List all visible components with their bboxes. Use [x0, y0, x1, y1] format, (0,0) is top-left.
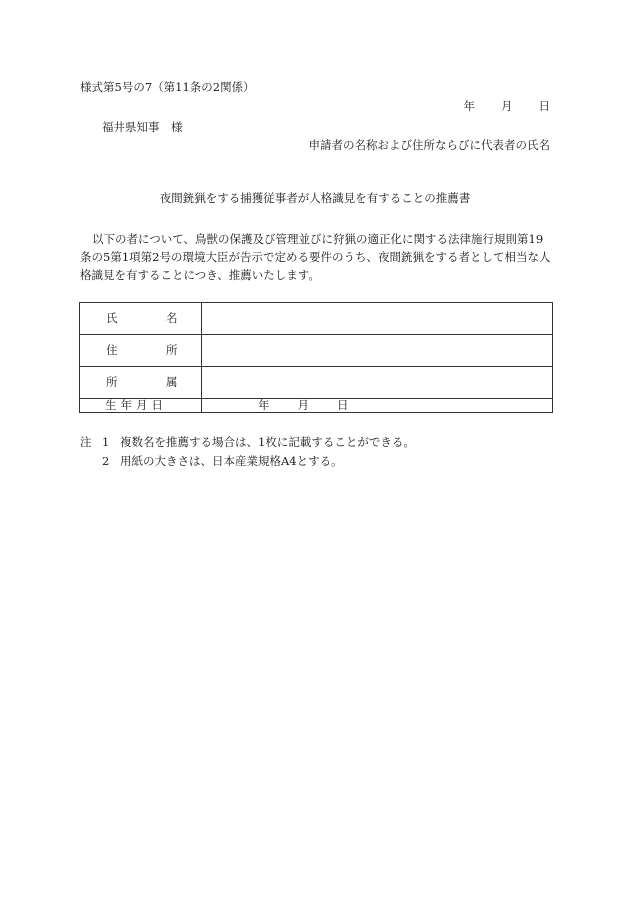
affiliation-label-left: 所 [106, 375, 118, 389]
date-month-label: 月 [501, 99, 513, 113]
birthdate-units [258, 398, 349, 413]
form-number: 様式第5号の7（第11条の2関係） [80, 80, 255, 94]
affiliation-label-cell [80, 367, 202, 399]
notes-heading: 注 [80, 435, 92, 449]
date-year-label: 年 [463, 99, 475, 113]
affiliation-label-right: 属 [166, 375, 178, 389]
list-item [80, 454, 550, 473]
recommendation-table [79, 302, 553, 413]
document-title: 夜間銃猟をする捕獲従事者が人格識見を有することの推薦書 [159, 191, 471, 205]
table-row [80, 399, 553, 413]
birthdate-field[interactable] [202, 399, 553, 413]
table-row [80, 303, 553, 335]
address-label-cell [80, 335, 202, 367]
body-paragraph: 以下の者について、鳥獣の保護及び管理並びに狩猟の適正化に関する法律施行規則第19条の5第1項第2号の環境大臣が告示で定める要件のうち、夜間銃猟をする者として相当な人格識見を有することにつき、推薦いたします。 [80, 232, 551, 282]
birth-day-label: 日 [337, 398, 349, 412]
name-label-right: 名 [166, 311, 178, 325]
address-label-left: 住 [106, 343, 118, 357]
birthdate-label: 生年月日 [105, 398, 167, 412]
birthdate-label-cell [80, 399, 202, 413]
affiliation-field[interactable] [202, 367, 553, 399]
table-row [80, 335, 553, 367]
birth-year-label: 年 [258, 398, 270, 412]
submission-date [464, 99, 551, 114]
addressee: 福井県知事 様 [102, 120, 183, 134]
name-field[interactable] [202, 303, 553, 335]
address-field[interactable] [202, 335, 553, 367]
table-row [80, 367, 553, 399]
name-label-cell [80, 303, 202, 335]
applicant-line: 申請者の名称および住所ならびに代表者の氏名 [308, 138, 550, 152]
notes-section [80, 435, 550, 473]
note-number: 1 [102, 435, 110, 449]
note-text: 用紙の大きさは、日本産業規格A4とする。 [120, 454, 343, 468]
date-day-label: 日 [538, 99, 550, 113]
note-text: 複数名を推薦する場合は、1枚に記載することができる。 [120, 435, 415, 449]
birth-month-label: 月 [297, 398, 309, 412]
note-number: 2 [102, 454, 110, 468]
address-label-right: 所 [166, 343, 178, 357]
name-label-left: 氏 [106, 311, 118, 325]
list-item [80, 435, 550, 454]
